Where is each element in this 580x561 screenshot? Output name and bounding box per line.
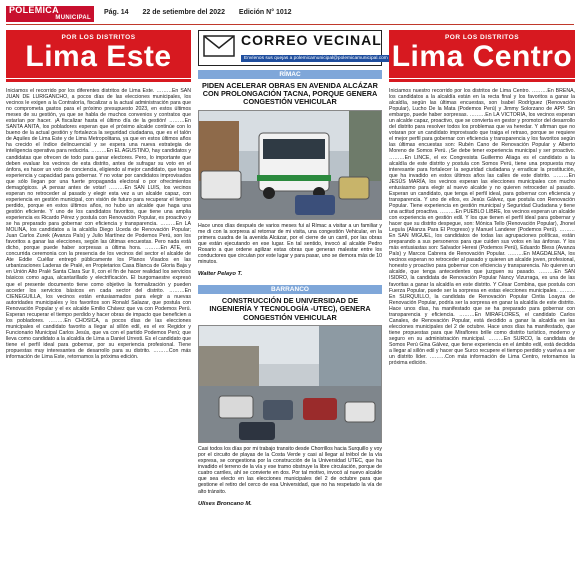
letter-rimac: Hace unos días después de varios meses fui al Rímac a visitar a un familiar y me di con la sorpresa al retornar de mi visita, una congestión Vehicular, en la primera cuadra de la avenida Alcázar, por el cierre de un carril, por las obras que están ejecutando en ese lugar. En tal sentido, invocó al alcalde Pedro Rosario a que ordene agilizar estas obras que generan malestar entre los conductores que circulan por este lugar y para pasar, uno se demora más de 10 minutos. [198,222,382,266]
signature-barranco: Ulises Broncano M. [198,500,252,507]
newspaper-logo [6,6,94,22]
header-meta [104,9,304,16]
edition-number: Edición N° 1012 [238,9,292,16]
correo-title: CORREO VECINAL [241,32,382,48]
column-lima-este [6,30,191,558]
signature-rimac: Walter Pelayo T. [198,271,243,278]
traffic-photo-illustration-2 [199,326,382,442]
page-header [6,6,574,25]
column-correo-vecinal [198,30,388,558]
banner-kicker: POR LOS DISTRITOS [61,34,136,41]
headline-barranco: CONSTRUCCIÓN DE UNIVERSIDAD DE INGENIERÍA Y TECNOLOGÍA -UTEC), GENERA CONGESTIÓN VEHICULAR [209,296,371,322]
lima-este-banner [6,30,191,78]
photo-traffic-barranco [198,325,382,443]
lima-este-article: Iniciamos el recorrido por los diferentes distritos de Lima Este. ………En SAN JUAN DE LURIGANCHO, a pocos días de las elecciones municipales, los vecinos le exigen a la Contraloría, fiscalizar a la actual administración para que no comprometa gastos para el próximo presupuesto 2023, en estos últimos meses de su gestión, ya que se habla de muchos convenios y contratos que estarían por hacer. ¡A fiscalizar hasta el último día de la gestión! ………En SANTA ANITA, los pobladores esperan que el próximo alcalde continúe con lo bueno de la actual gestión y fortalezca la seguridad ciudadana, que es el talón de Aquiles de Lima Este y de Lima Metropolitana, ya que en estos últimos años ha crecido el índice delincuencial y se espera una nueva estrategia de inteligencia operativa para reducirla. ………En EL AGUSTINO, hay candidatos y candidatas que ofrecen de todo para ganar electores. Pero, lo importante que deben evaluar los vecinos de esta distrito, antes de sufragar su voto en el ánfora, es hacer un voto de conciencia, eligiendo al mejor candidato, que tenga experiencia y capacidad para gobernar. Y no votar por candidatos improvisados que sólo llegan por una fuerte propaganda electoral o por ofrecimientos demagógicos. ¡A pensar antes de votar! ………En SAN LUIS, los vecinos esperan no retroceder al pasado y elegir esta vez a un alcalde capaz, con experiencia en gestión municipal, con visión de futuro para recuperar el tiempo perdido, porque en estos últimos años, no hubo un alcalde que haga una gestión eficiente. Y uno de los candidatos favoritos, que tiene una amplia experiencia es Ricardo Pérez y postula con Renovación Popular, es proactivo y se ha preparado para gobernar con eficiencia y transparencia. ………En LA MOLINA, los candidatos a la alcaldía Diego Uceda de Renovación Popular; Juan Carlos Zurek (Avanza País) y Julio Martínez de Podemos Perú, son los favoritos a ganar las elecciones, según las últimas encuestas. Pero nada está dicho, porque puede haber sorpresas a última hora. ………En ATE, en concurrida ceremonia con la presencia de los vecinos del sector el alcalde de Ate Eddie Cuéllar entregó públicamente los Planos Visados en las urbanizaciones Laderas de Pralé, en Propietarios Casa Blanca de Gloria Baja y en Unión Alto Pralé Santa Clara Sur II, con el fin de hacer realidad los servicios básicos como agua, alcantarillado y electrificación. El burgomaestre expresó que el presente documento tiene como objetivo la formalización y pueden acceder los servicios básicos en cada sector del distrito. ………En CIENEGUILLA, los vecinos están entusiasmados para elegir a nuevas autoridades municipales y los favoritos son Ronald Salazar, que postula con Renovación Popular y el ex alcalde Emilio Chávez que va con Podemos Perú. Esperan recuperar el tiempo perdido y hacer obras de impacto que beneficien a los pobladores. ………En CHOSICA, a pocos días de las elecciones municipales el candidato favorito a llegar al sillón edil, es el ex Regidor y Funcionario Municipal Carlos Jesús, que va con el partido Podemos Perú; que lleva como candidato a la alcaldía de Lima a Daniel Urresti. Es el candidato que tiene el perfil ideal para gobernar, por su experiencia profesional. Tiene propuestas muy interesantes de desarrollo para su distrito. ………Con más información de Lima Este, retornamos la próxima edición. [6,88,191,361]
logo-main: POLÉMICA [9,5,59,15]
banner-strip [6,79,191,82]
issue-date: 22 de setiembre del 2022 [142,9,225,16]
banner-kicker-centro: POR LOS DISTRITOS [444,34,520,41]
photo-traffic-rimac [198,110,382,220]
section-rimac: RÍMAC [198,70,382,79]
traffic-photo-illustration [199,111,382,219]
lima-centro-banner [389,30,575,78]
letter-barranco: Casi todos los días por mi trabajo transito desde Chorrillos hacia Surquillo y voy por el circuito de playas de la Costa Verde y casi al llegar al trébol de la vía expresa, se congestiona por la construcción de la Universidad UTEC, que ha invadido el terreno de la vía y ese tramo obstruye la libre circulación, porque de cuatro carriles, ahí se convierte en dos. Por tal motivo, invocó al nuevo alcalde que sea electo en las elecciones municipales del 2 de octubre para que gestione el retiro del cerco de esa Universidad, que no ha respetado la vía de alto tránsito. [198,445,382,495]
correo-email: Envíenos sus quejas a polemicamunicipal@polemicamunicipal.com [241,55,391,62]
logo-sub: MUNICIPAL [55,15,91,21]
envelope-icon [203,35,235,57]
section-barranco: BARRANCO [198,285,382,294]
page-number: Pág. 14 [104,9,129,16]
correo-vecinal-banner [198,30,388,66]
banner-zone-title: Lima Este [25,40,172,73]
lima-centro-article: Iniciamos nuestro recorrido por los distritos de Lima Centro. ………En BREÑA, los candidatos a la alcaldía están en la recta final y los favoritos a ganar la alcaldía, según las últimas encuestas, son Isabel Rodríguez (Renovación Popular), Lucho De la Mata (Podemos Perú) y Jimmy Solorzano de APP. Sin embargo, puede haber sorpresas. ………En LA VICTORIA, los vecinos esperan un alcalde capaz, proactivo, que se convierta en gestor y promotor del desarrollo del distrito para resolver todos los problemas que va heredar. Y afirman que no votaran por un candidato improvisado que traiga el retraso, porque se requiere el mejor perfil para gobernar con eficiencia y transparencia y los favoritos según las últimas encuestas son: Rubén Cano de Renovación Popular y Alberto Moreno de Somos Perú. ¡Se debe tener experiencia municipal y ser proactivo. ………En LINCE, el ex Congresista Guillermo Aliaga es el candidato a la alcaldía de este distrito y postula con Somos Perú, tiene una propuesta muy interesante para fortalecer la seguridad ciudadana y erradicar la prostitución, que ha invadido en estos últimos años las calles de este distrito. ………En JESÚS MARÍA, los vecinos esperan las elecciones municipales con mucho entusiasmo para elegir al nuevo alcalde y no quieren retroceder al pasado. Esperan un candidato, que tenga el perfil ideal, para gobernar con eficiencia y transparencia. Y uno de ellos, es Jesús Gálvez, que postula con Renovación Popular. Tiene experiencia en gestión municipal y Seguridad Ciudadana y tiene una actitud proactiva. ………En PUEBLO LIBRE, los vecinos esperan un alcalde con experiencia en gestión edil. Y los que tienen el perfil ideal para gobernar y hacer que su distrito despegue, son: Mónica Tello (Renovación Popular), Jhonel Leguía (Alianza Para El Progreso) y Manuel Landerer (Podemos Perú). ………En SAN MIGUEL, los candidatos de todas las agrupaciones políticas, están preparando a sus personeros para que cuiden sus votos en las ánforas. Y los más entusiastas son: Salvador Heresi (Podemos Perú), Eduardo Bless (Avanza País) y Marcos Cabrera de Renovación Popular. ………En MAGDALENA, los vecinos esperan no retroceder al pasado y quieren un alcalde joven, profesional, honesto y proactivo para gobernar con eficiencia y transparencia. No quieren un alcalde, que tenga antecedentes que juzguen su pasado. ………En SAN ISIDRO, la candidata de Renovación Popular Nancy Vizurraga, es una de las favoritas a ganar la alcaldía en este distrito. Y César Combina, que postula con Fuerza Popular, puede ser la sorpresa en estas elecciones municipales. ………En SURQUILLO, la candidata de Renovación Popular Cintia Loayza de Renovación Popular, podría ser la sorpresa en ganar la alcaldía de este distrito. Hace unos días, ha manifestado que se ha preparado para gobernar con transparencia y eficiencia. ………En MIRAFLORES, el candidato Carlos Canales, de Renovación Popular, está decidido a ganar la alcaldía en las elecciones municipales del 2 de octubre. Hace unos días ha manifestado, que tiene propuestas para que Miraflores brille como distrito turístico, moderno y seguro en su administración municipal. ………En SURCO, la candidata de Somos Perú Gina Gálvez, que tiene experiencia en el ámbito edil, está decidida a llegar al sillón edil y hacer que Surco recupere el tiempo perdido y vuelva a ser un distrito líder. ………Con más información de Lima Centro, retornamos la próxima edición. [389,88,575,367]
banner-strip-centro [389,79,575,82]
column-lima-centro [389,30,575,558]
headline-rimac: PIDEN ACELERAR OBRAS EN AVENIDA ALCÁZAR CON PROLONGACIÓN TACNA, PORQUE GENERA CONGESTIÓN VEHICULAR [202,81,378,107]
banner-zone-title-centro: Lima Centro [391,40,573,73]
